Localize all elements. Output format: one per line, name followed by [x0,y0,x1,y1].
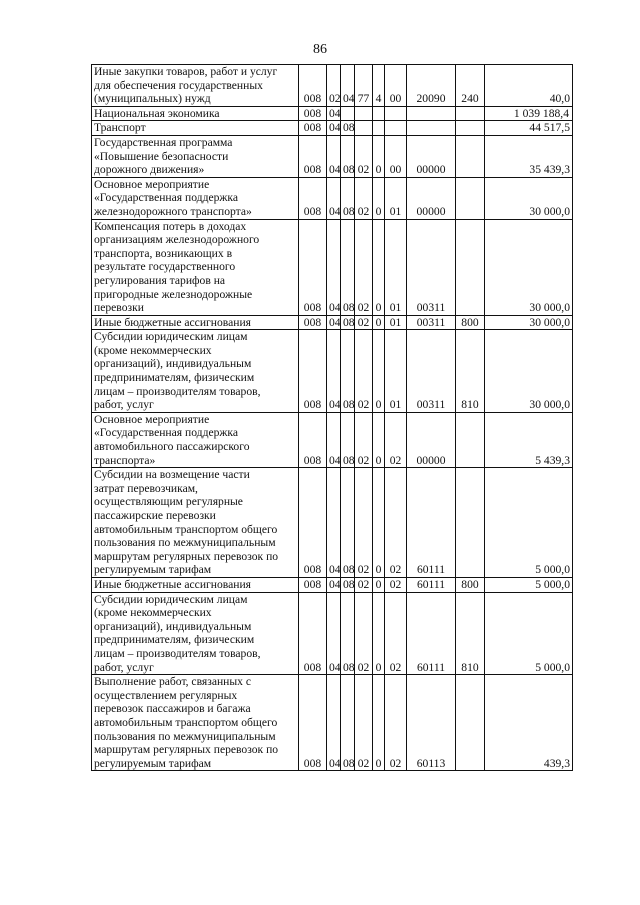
grbs-code-cell: 008 [299,65,327,107]
subsection-code-cell: 08 [341,177,355,219]
expense-type-code-cell [456,219,485,315]
grbs-code-cell: 008 [299,121,327,136]
table-row [92,675,573,771]
target-activity-code-cell: 01 [385,177,407,219]
section-code-cell: 04 [327,468,341,578]
target-activity-code-cell: 02 [385,592,407,675]
target-activity-code-cell: 01 [385,330,407,413]
amount-cell: 35 439,3 [485,135,573,177]
target-direction-code-cell: 20090 [407,65,456,107]
subsection-code-cell: 08 [341,330,355,413]
table-row [92,577,573,592]
row-name-cell: Компенсация потерь в доходах организациям железнодорожного транспорта, возникающих в результате государственного регулирования тарифов на пригородные железнодорожные перевозки [92,219,299,315]
target-subprogram-code-cell: 0 [373,468,385,578]
target-activity-code-cell: 02 [385,468,407,578]
subsection-code-cell: 08 [341,577,355,592]
budget-table [91,64,573,771]
target-direction-code-cell [407,121,456,136]
target-activity-code-cell [385,106,407,121]
subsection-code-cell [341,106,355,121]
target-direction-code-cell: 00311 [407,330,456,413]
amount-cell: 439,3 [485,675,573,771]
subsection-code-cell: 08 [341,135,355,177]
expense-type-code-cell: 240 [456,65,485,107]
section-code-cell: 04 [327,675,341,771]
target-program-code-cell: 77 [355,65,373,107]
target-direction-code-cell: 00000 [407,177,456,219]
target-subprogram-code-cell: 0 [373,315,385,330]
subsection-code-cell: 08 [341,592,355,675]
row-name-cell: Транспорт [92,121,299,136]
row-name-cell: Иные бюджетные ассигнования [92,577,299,592]
target-activity-code-cell [385,121,407,136]
table-row [92,135,573,177]
table-row [92,330,573,413]
target-subprogram-code-cell: 0 [373,330,385,413]
grbs-code-cell: 008 [299,592,327,675]
grbs-code-cell: 008 [299,106,327,121]
subsection-code-cell: 08 [341,121,355,136]
subsection-code-cell: 08 [341,219,355,315]
target-direction-code-cell: 60111 [407,592,456,675]
expense-type-code-cell [456,135,485,177]
section-code-cell: 04 [327,330,341,413]
amount-cell: 44 517,5 [485,121,573,136]
table-row [92,177,573,219]
target-activity-code-cell: 01 [385,219,407,315]
expense-type-code-cell: 800 [456,577,485,592]
grbs-code-cell: 008 [299,330,327,413]
grbs-code-cell: 008 [299,177,327,219]
target-subprogram-code-cell: 0 [373,219,385,315]
target-program-code-cell: 02 [355,315,373,330]
expense-type-code-cell [456,121,485,136]
amount-cell: 30 000,0 [485,330,573,413]
table-row [92,219,573,315]
grbs-code-cell: 008 [299,468,327,578]
amount-cell: 5 000,0 [485,592,573,675]
target-program-code-cell: 02 [355,412,373,467]
amount-cell: 30 000,0 [485,315,573,330]
target-program-code-cell: 02 [355,177,373,219]
target-direction-code-cell [407,106,456,121]
target-program-code-cell: 02 [355,330,373,413]
expense-type-code-cell [456,468,485,578]
grbs-code-cell: 008 [299,315,327,330]
expense-type-code-cell: 810 [456,592,485,675]
amount-cell: 30 000,0 [485,177,573,219]
amount-cell: 5 439,3 [485,412,573,467]
subsection-code-cell: 08 [341,468,355,578]
target-activity-code-cell: 00 [385,65,407,107]
target-activity-code-cell: 02 [385,675,407,771]
table-row [92,468,573,578]
target-activity-code-cell: 00 [385,135,407,177]
target-direction-code-cell: 00311 [407,219,456,315]
target-subprogram-code-cell [373,106,385,121]
section-code-cell: 02 [327,65,341,107]
target-program-code-cell [355,121,373,136]
subsection-code-cell: 08 [341,412,355,467]
amount-cell: 5 000,0 [485,577,573,592]
table-row [92,106,573,121]
target-subprogram-code-cell: 0 [373,177,385,219]
amount-cell: 40,0 [485,65,573,107]
section-code-cell: 04 [327,315,341,330]
amount-cell: 1 039 188,4 [485,106,573,121]
table-row [92,412,573,467]
subsection-code-cell: 04 [341,65,355,107]
target-activity-code-cell: 02 [385,577,407,592]
target-subprogram-code-cell: 0 [373,135,385,177]
target-direction-code-cell: 60113 [407,675,456,771]
row-name-cell: Иные закупки товаров, работ и услуг для обеспечения государственных (муниципальных) нужд [92,65,299,107]
grbs-code-cell: 008 [299,135,327,177]
expense-type-code-cell [456,412,485,467]
section-code-cell: 04 [327,577,341,592]
target-program-code-cell [355,106,373,121]
target-subprogram-code-cell: 0 [373,675,385,771]
target-subprogram-code-cell: 0 [373,412,385,467]
target-subprogram-code-cell [373,121,385,136]
section-code-cell: 04 [327,121,341,136]
section-code-cell: 04 [327,106,341,121]
target-direction-code-cell: 60111 [407,468,456,578]
grbs-code-cell: 008 [299,675,327,771]
target-subprogram-code-cell: 4 [373,65,385,107]
amount-cell: 5 000,0 [485,468,573,578]
expense-type-code-cell: 810 [456,330,485,413]
target-direction-code-cell: 60111 [407,577,456,592]
row-name-cell: Основное мероприятие «Государственная поддержка железнодорожного транспорта» [92,177,299,219]
row-name-cell: Государственная программа «Повышение безопасности дорожного движения» [92,135,299,177]
expense-type-code-cell: 800 [456,315,485,330]
grbs-code-cell: 008 [299,412,327,467]
target-program-code-cell: 02 [355,675,373,771]
target-direction-code-cell: 00311 [407,315,456,330]
target-direction-code-cell: 00000 [407,135,456,177]
table-row [92,592,573,675]
target-subprogram-code-cell: 0 [373,592,385,675]
subsection-code-cell: 08 [341,675,355,771]
row-name-cell: Субсидии юридическим лицам (кроме некоммерческих организаций), индивидуальным предпринимателям, физическим лицам – производителям товаров, работ, услуг [92,330,299,413]
target-activity-code-cell: 02 [385,412,407,467]
table-row [92,315,573,330]
expense-type-code-cell [456,106,485,121]
target-program-code-cell: 02 [355,468,373,578]
section-code-cell: 04 [327,412,341,467]
row-name-cell: Иные бюджетные ассигнования [92,315,299,330]
target-direction-code-cell: 00000 [407,412,456,467]
grbs-code-cell: 008 [299,577,327,592]
expense-type-code-cell [456,177,485,219]
section-code-cell: 04 [327,592,341,675]
row-name-cell: Основное мероприятие «Государственная поддержка автомобильного пассажирского транспорта» [92,412,299,467]
target-program-code-cell: 02 [355,592,373,675]
row-name-cell: Субсидии на возмещение части затрат перевозчикам, осуществляющим регулярные пассажирские перевозки автомобильным транспортом общего пользования по межмуниципальным маршрутам регулярных перевозок по регулируемым тарифам [92,468,299,578]
row-name-cell: Выполнение работ, связанных с осуществлением регулярных перевозок пассажиров и багажа автомобильным транспортом общего пользования по межмуниципальным маршрутам регулярных перевозок по регулируемым тарифам [92,675,299,771]
row-name-cell: Субсидии юридическим лицам (кроме некоммерческих организаций), индивидуальным предпринимателям, физическим лицам – производителям товаров, работ, услуг [92,592,299,675]
target-activity-code-cell: 01 [385,315,407,330]
table-row [92,65,573,107]
target-program-code-cell: 02 [355,219,373,315]
expense-type-code-cell [456,675,485,771]
target-subprogram-code-cell: 0 [373,577,385,592]
target-program-code-cell: 02 [355,135,373,177]
amount-cell: 30 000,0 [485,219,573,315]
section-code-cell: 04 [327,177,341,219]
target-program-code-cell: 02 [355,577,373,592]
subsection-code-cell: 08 [341,315,355,330]
grbs-code-cell: 008 [299,219,327,315]
section-code-cell: 04 [327,135,341,177]
page-number: 86 [313,42,327,57]
table-row [92,121,573,136]
row-name-cell: Национальная экономика [92,106,299,121]
section-code-cell: 04 [327,219,341,315]
